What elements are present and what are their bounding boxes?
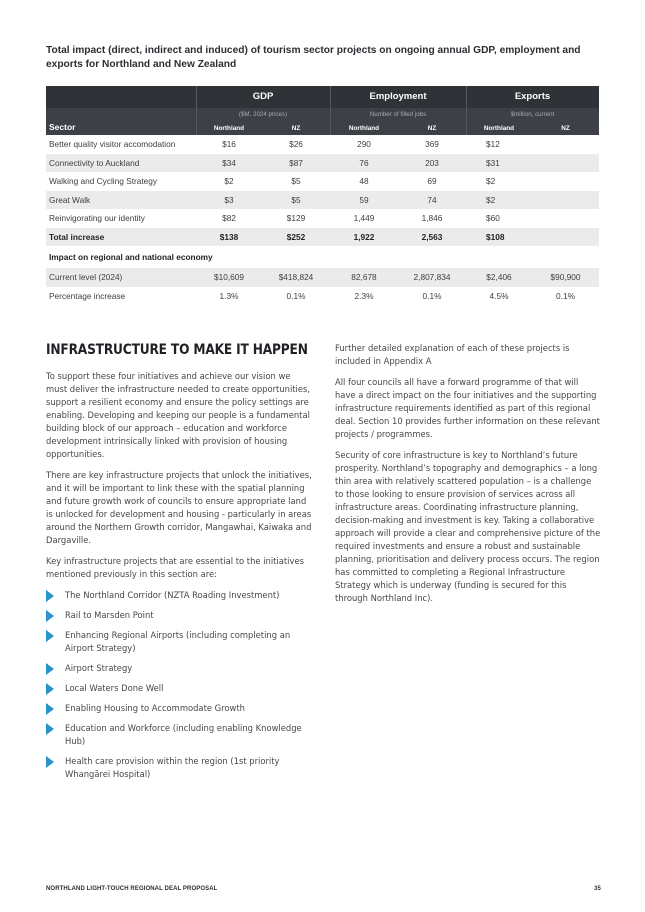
header-divider xyxy=(196,86,197,108)
cell: $10,609 xyxy=(214,272,244,282)
cell: $418,824 xyxy=(278,272,314,282)
col-employment-northland: Northland xyxy=(348,125,380,132)
list-item-text: Rail to Marsden Point xyxy=(65,610,154,620)
cell: 369 xyxy=(425,139,439,149)
cell: 1,922 xyxy=(353,231,375,242)
cell: 82,678 xyxy=(351,272,377,282)
list-item-text: Local Waters Done Well xyxy=(65,683,164,693)
cell: $87 xyxy=(289,157,303,168)
cell: $3 xyxy=(224,194,234,205)
row-label: Current level (2024) xyxy=(49,272,123,282)
cell: 1,449 xyxy=(353,213,375,223)
paragraph: There are key infrastructure projects that unlock the initiatives, and it will be important to link these with the spatial planning and future growth work of councils to ensure appropriate land is unlocked for development and housing - particularly in areas around the Northern Growth corridor, Mangawhai, Kaiwaka and Dargaville. xyxy=(46,470,312,545)
page-number: 35 xyxy=(594,886,601,892)
cell: $60 xyxy=(486,213,500,223)
cell: $34 xyxy=(222,157,236,168)
row-label: Reinvigorating our identity xyxy=(49,213,145,223)
cell: 2.3% xyxy=(354,290,374,301)
cell: 2,807,834 xyxy=(413,272,451,282)
table-row xyxy=(46,191,599,210)
table-title: Total impact (direct, indirect and induced) of tourism sector projects on ongoing annual GDP, employment and exports for Northland and New Zealand xyxy=(46,45,581,70)
total-row xyxy=(46,228,599,247)
table-header-columns xyxy=(46,108,599,135)
header-divider xyxy=(466,86,467,108)
cell: $5 xyxy=(291,194,301,205)
employment-unit: Number of filled jobs xyxy=(369,111,427,118)
col-exports-nz: NZ xyxy=(561,125,570,132)
bullet-triangle-icon xyxy=(46,683,54,695)
cell: $108 xyxy=(486,231,505,242)
table-row xyxy=(46,172,599,191)
exports-unit: $million, current xyxy=(510,111,555,118)
left-column xyxy=(46,370,312,788)
header-divider xyxy=(330,86,331,108)
header-divider xyxy=(466,108,467,135)
group-exports: Exports xyxy=(514,91,551,102)
row-label: Connectivity to Auckland xyxy=(49,157,140,168)
cell: $2 xyxy=(486,176,496,186)
infrastructure-list xyxy=(46,589,312,781)
bullet-triangle-icon xyxy=(46,703,54,715)
list-item xyxy=(46,682,312,695)
cell: $2,406 xyxy=(486,272,512,282)
cell: 48 xyxy=(359,176,369,186)
list-item xyxy=(46,609,312,622)
paragraph: Further detailed explanation of each of these projects is included in Appendix A xyxy=(335,343,570,366)
bullet-triangle-icon xyxy=(46,630,54,642)
cell: 0.1% xyxy=(286,290,306,301)
bullet-triangle-icon xyxy=(46,663,54,675)
paragraph: All four councils all have a forward programme of that will have a direct impact on the four initiatives and the supporting infrastructure requirements identified as part of this regional deal. Section 10 provides further information on these relevant projects / programmes. xyxy=(335,377,600,439)
impact-table xyxy=(46,86,599,305)
cell: $2 xyxy=(486,194,496,205)
table-row xyxy=(46,154,599,173)
cell: 2,563 xyxy=(421,231,443,242)
table-row xyxy=(46,287,599,306)
header-divider xyxy=(196,108,197,135)
list-item-text: The Northland Corridor (NZTA Roading Investment) xyxy=(65,590,280,600)
cell: 203 xyxy=(425,157,439,168)
col-employment-nz: NZ xyxy=(427,125,437,132)
group-employment: Employment xyxy=(369,91,427,102)
row-label: Walking and Cycling Strategy xyxy=(49,176,158,186)
cell: 76 xyxy=(359,157,369,168)
list-item xyxy=(46,755,312,781)
paragraph: Key infrastructure projects that are essential to the initiatives mentioned previously in this section are: xyxy=(46,556,304,579)
list-item xyxy=(46,702,312,715)
cell: 4.5% xyxy=(489,290,509,301)
list-item xyxy=(46,589,312,602)
group-gdp: GDP xyxy=(252,91,274,102)
row-label: Great Walk xyxy=(49,194,91,205)
cell: $5 xyxy=(291,176,301,186)
right-column xyxy=(335,342,601,613)
impact-heading: Impact on regional and national economy xyxy=(49,252,213,262)
gdp-unit: ($M, 2024 prices) xyxy=(238,111,288,118)
table-row xyxy=(46,135,599,154)
col-gdp-nz: NZ xyxy=(291,125,301,132)
header-divider xyxy=(330,108,331,135)
cell: $2 xyxy=(224,176,234,186)
list-item-text: Health care provision within the region (1st priority Whangārei Hospital) xyxy=(65,756,280,779)
paragraph: To support these four initiatives and achieve our vision we must deliver the infrastructure needed to create opportunities, support a resilient economy and ensure the policy settings are enabling. Developing and keeping our people is a fundamental building block of our approach – education and workforce development intrinsically linked with provision of housing opportunities. xyxy=(46,371,311,459)
list-item-text: Airport Strategy xyxy=(65,663,133,673)
bullet-triangle-icon xyxy=(46,756,54,768)
cell: $90,900 xyxy=(550,272,581,282)
table-row xyxy=(46,209,599,228)
cell: $12 xyxy=(486,139,500,149)
cell: 69 xyxy=(427,176,437,186)
paragraph: Security of core infrastructure is key to Northland’s future prosperity. Northland’s topography and demographics – a long thin area with relatively scattered population – is a challenge to those looking to ensure provision of services across all infrastructure areas. Coordinating infrastructure planning, decision-making and investment is key. Taking a collaborative approach will provide a clear and comprehensive picture of the required investments and ensure a robust and sustainable planning, prioritisation and delivery process occurs. The region has committed to completing a Regional Infrastructure Strategy which is underway (funding is secured for this through Northland Inc). xyxy=(335,450,601,603)
col-gdp-northland: Northland xyxy=(213,125,245,132)
list-item-text: Enabling Housing to Accommodate Growth xyxy=(65,703,245,713)
list-item-text: Education and Workforce (including enabling Knowledge Hub) xyxy=(65,723,302,746)
section-heading: INFRASTRUCTURE TO MAKE IT HAPPEN xyxy=(46,342,308,358)
list-item xyxy=(46,662,312,675)
cell: $82 xyxy=(222,213,236,223)
cell: $26 xyxy=(289,139,303,149)
cell: 290 xyxy=(357,139,371,149)
impact-heading-row xyxy=(46,246,599,268)
cell: 59 xyxy=(359,194,369,205)
cell: 74 xyxy=(427,194,437,205)
sector-header: Sector xyxy=(49,122,76,132)
list-item xyxy=(46,722,312,748)
cell: 0.1% xyxy=(422,290,442,301)
list-item xyxy=(46,629,312,655)
row-label: Percentage increase xyxy=(49,290,126,301)
cell: $129 xyxy=(286,213,306,223)
cell: 1,846 xyxy=(421,213,443,223)
cell: $16 xyxy=(222,139,236,149)
bullet-triangle-icon xyxy=(46,610,54,622)
cell: $31 xyxy=(486,157,500,168)
list-item-text: Enhancing Regional Airports (including completing an Airport Strategy) xyxy=(65,630,291,653)
bullet-triangle-icon xyxy=(46,590,54,602)
row-label: Total increase xyxy=(49,231,105,242)
cell: $252 xyxy=(286,231,306,242)
col-exports-northland: Northland xyxy=(483,125,515,132)
bullet-triangle-icon xyxy=(46,723,54,735)
row-label: Better quality visitor accomodation xyxy=(49,139,176,149)
table-header-groups xyxy=(46,86,599,108)
cell: 1.3% xyxy=(219,290,239,301)
table-row xyxy=(46,268,599,287)
footer-title: NORTHLAND LIGHT-TOUCH REGIONAL DEAL PROPOSAL xyxy=(46,886,218,892)
cell: 0.1% xyxy=(556,290,575,301)
cell: $138 xyxy=(219,231,239,242)
